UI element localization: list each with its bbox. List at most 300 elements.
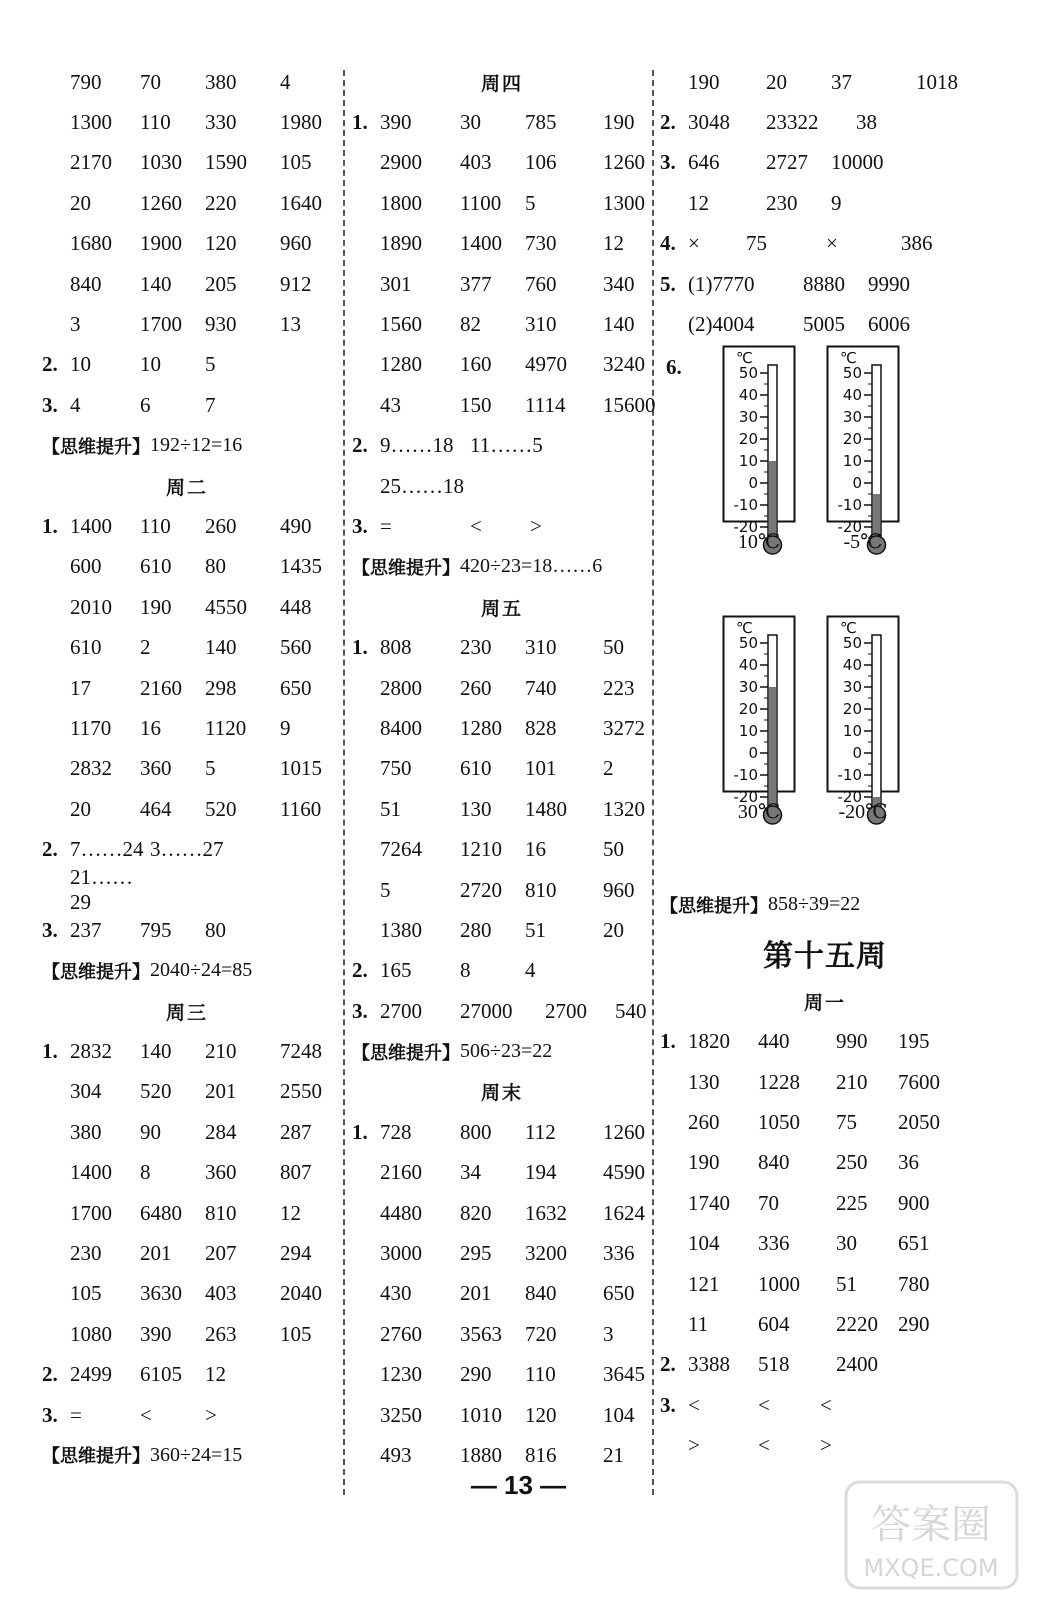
answer-value: 7600: [898, 1069, 940, 1094]
answer-row: [42, 183, 332, 223]
answer-value: 1480: [525, 796, 567, 821]
thermometer: [722, 345, 796, 554]
answer-value: 912: [280, 271, 312, 296]
answer-value: 1018: [916, 69, 958, 94]
answer-value: 298: [205, 675, 237, 700]
tip-label: 【思维提升】: [660, 895, 768, 917]
question-number: 1.: [352, 1119, 368, 1144]
answer-value: 560: [280, 635, 312, 660]
answer-value: 808: [380, 635, 412, 660]
answer-value: 2170: [70, 150, 112, 175]
tick-label: 30: [738, 677, 758, 696]
answer-value: 2832: [70, 756, 112, 781]
answer-value: 390: [380, 110, 412, 135]
answer-value: 11: [688, 1311, 709, 1336]
answer-value: 75: [746, 231, 767, 256]
answer-value: 1560: [380, 312, 422, 337]
answer-row: [42, 1274, 332, 1314]
answer-value: 390: [140, 1321, 172, 1346]
answer-value: 194: [525, 1160, 557, 1185]
answer-value: 2800: [380, 675, 422, 700]
answer-value: 1160: [280, 796, 322, 821]
answer-row: [352, 1193, 652, 1233]
tick-label: 30: [842, 407, 862, 426]
answer-value: 380: [205, 69, 237, 94]
tip-equation: 192÷12=16: [150, 434, 243, 457]
answer-value: 2160: [140, 675, 182, 700]
answer-row: [42, 708, 332, 748]
question-number: 1.: [660, 1029, 676, 1054]
answer-value: 207: [205, 1241, 237, 1266]
answer-value: 7264: [380, 837, 422, 862]
thermometer-group: [660, 345, 990, 885]
answer-value: 160: [460, 352, 492, 377]
answer-row: [352, 466, 652, 506]
answer-row: [352, 668, 652, 708]
day-heading: 周一: [803, 992, 846, 1014]
answer-value: 201: [205, 1079, 237, 1104]
answer-row: [42, 1193, 332, 1233]
answer-value: 310: [525, 312, 557, 337]
thermometer: [826, 615, 900, 824]
answer-row: [660, 1425, 990, 1465]
answer-value: 828: [525, 715, 557, 740]
answer-value: 1900: [140, 231, 182, 256]
answer-value: <: [758, 1433, 770, 1458]
answer-value: 360: [140, 756, 172, 781]
answer-value: 1980: [280, 110, 322, 135]
tick-label: -20: [837, 787, 862, 806]
answer-value: 5: [380, 877, 391, 902]
answer-value: 3: [70, 312, 81, 337]
question-number: 5.: [660, 271, 676, 296]
answer-row: [42, 1314, 332, 1354]
tick-label: 50: [842, 633, 862, 652]
question-number: 1.: [352, 635, 368, 660]
answer-value: 540: [615, 998, 647, 1023]
tick-label: 0: [852, 743, 862, 762]
svg-text:MXQE.COM: MXQE.COM: [863, 1554, 999, 1582]
answer-row: [42, 749, 332, 789]
answer-row: [660, 1062, 990, 1102]
answer-value: 360: [205, 1160, 237, 1185]
tick-label: 40: [738, 655, 758, 674]
answer-value: 70: [140, 69, 161, 94]
day-heading: 周五: [480, 598, 523, 620]
tick-label: 40: [842, 655, 862, 674]
answer-value: 2720: [460, 877, 502, 902]
answer-value: 210: [205, 1039, 237, 1064]
thinking-tip: [352, 547, 652, 587]
answer-value: 25……18: [380, 473, 464, 498]
answer-value: 4970: [525, 352, 567, 377]
answer-value: 30: [836, 1231, 857, 1256]
answer-value: 75: [836, 1109, 857, 1134]
answer-value: 651: [898, 1231, 930, 1256]
answer-value: 1260: [603, 1119, 645, 1144]
answer-value: 1030: [140, 150, 182, 175]
answer-value: 250: [836, 1150, 868, 1175]
answer-row: [660, 183, 990, 223]
answer-row: [42, 1153, 332, 1193]
answer-value: 284: [205, 1119, 237, 1144]
tick-label: -20: [837, 517, 862, 536]
answer-row: [352, 1355, 652, 1395]
answer-value: 190: [140, 594, 172, 619]
answer-row: [352, 385, 656, 425]
answer-value: 2400: [836, 1352, 878, 1377]
answer-value: 20: [766, 69, 787, 94]
answer-row: [42, 547, 332, 587]
answer-value: 263: [205, 1321, 237, 1346]
answer-value: 4: [70, 392, 81, 417]
answer-value: 38: [856, 110, 877, 135]
answer-row: [352, 627, 652, 667]
answer-value: 106: [525, 150, 557, 175]
answer-value: 403: [460, 150, 492, 175]
question-number: 3.: [42, 917, 58, 942]
question-number: 2.: [352, 958, 368, 983]
answer-value: 2700: [545, 998, 587, 1023]
question-number: 3.: [660, 1392, 676, 1417]
answer-value: 1280: [380, 352, 422, 377]
answer-row: [352, 1112, 652, 1152]
answer-value: 9……18: [380, 433, 454, 458]
answer-value: 380: [70, 1119, 102, 1144]
page-number: — 13 —: [470, 1470, 567, 1500]
answer-value: 3200: [525, 1241, 567, 1266]
answer-value: 840: [525, 1281, 557, 1306]
tick-label: 40: [842, 385, 862, 404]
answer-row: [352, 506, 652, 546]
answer-value: 960: [280, 231, 312, 256]
answer-value: <: [688, 1392, 700, 1417]
answer-value: 130: [460, 796, 492, 821]
answer-column-1: [42, 62, 332, 1476]
answer-value: 900: [898, 1190, 930, 1215]
answer-value: 6: [140, 392, 151, 417]
answer-value: 121: [688, 1271, 720, 1296]
answer-value: 2727: [766, 150, 808, 175]
answer-value: 304: [70, 1079, 102, 1104]
answer-value: 51: [525, 917, 546, 942]
answer-value: 1320: [603, 796, 645, 821]
answer-value: 520: [205, 796, 237, 821]
answer-value: >: [688, 1433, 700, 1458]
answer-value: 1000: [758, 1271, 800, 1296]
watermark-logo: [844, 1480, 1019, 1590]
answer-row: [660, 1143, 990, 1183]
tip-equation: 420÷23=18……6: [460, 555, 603, 578]
answer-value: 4: [280, 69, 291, 94]
answer-value: 295: [460, 1241, 492, 1266]
answer-value: 36: [898, 1150, 919, 1175]
unit-label: ℃: [840, 618, 857, 637]
question-number: 2.: [42, 352, 58, 377]
answer-value: 4: [525, 958, 536, 983]
answer-row: [660, 62, 990, 102]
tick-label: 10: [842, 451, 862, 470]
tick-label: -20: [733, 787, 758, 806]
answer-value: 2160: [380, 1160, 422, 1185]
tip-equation: 858÷39=22: [768, 893, 861, 916]
answer-value: 377: [460, 271, 492, 296]
answer-value: 190: [688, 69, 720, 94]
day-heading: 周二: [165, 477, 208, 499]
answer-value: 336: [603, 1241, 635, 1266]
answer-row: [352, 708, 652, 748]
question-number: 2.: [42, 1362, 58, 1387]
answer-value: 120: [205, 231, 237, 256]
answer-value: 520: [140, 1079, 172, 1104]
answer-value: 2040: [280, 1281, 322, 1306]
answer-row: [352, 789, 652, 829]
answer-value: 11……5: [470, 433, 543, 458]
answer-value: 610: [140, 554, 172, 579]
answer-row: [42, 102, 332, 142]
answer-value: 610: [70, 635, 102, 660]
answer-value: 10: [70, 352, 91, 377]
answer-value: 70: [758, 1190, 779, 1215]
thinking-tip: [660, 885, 990, 925]
answer-value: 1015: [280, 756, 322, 781]
tick-label: 0: [748, 743, 758, 762]
answer-value: 1740: [688, 1190, 730, 1215]
answer-value: 1300: [603, 190, 645, 215]
answer-value: 101: [525, 756, 557, 781]
answer-value: 1230: [380, 1362, 422, 1387]
answer-value: 10000: [831, 150, 884, 175]
tick-label: 50: [738, 633, 758, 652]
answer-value: 2010: [70, 594, 112, 619]
answer-value: 785: [525, 110, 557, 135]
answer-value: 287: [280, 1119, 312, 1144]
answer-row: [352, 829, 652, 869]
thinking-tip: [352, 1031, 652, 1071]
answer-value: 750: [380, 756, 412, 781]
tick-label: -20: [733, 517, 758, 536]
answer-value: <: [140, 1402, 152, 1427]
tick-label: 10: [842, 721, 862, 740]
answer-value: 230: [460, 635, 492, 660]
answer-value: 6105: [140, 1362, 182, 1387]
answer-value: 16: [140, 715, 161, 740]
unit-label: ℃: [736, 618, 753, 637]
answer-value: 1700: [140, 312, 182, 337]
answer-value: 1210: [460, 837, 502, 862]
answer-value: 20: [70, 190, 91, 215]
question-number: 1.: [42, 1039, 58, 1064]
answer-value: 3048: [688, 110, 730, 135]
question-number: 6.: [666, 354, 682, 379]
tick-label: 20: [738, 429, 758, 448]
answer-value: 1400: [70, 1160, 112, 1185]
answer-row: [42, 1395, 332, 1435]
answer-value: 140: [205, 635, 237, 660]
answer-value: 4550: [205, 594, 247, 619]
answer-row: [660, 1183, 990, 1223]
answer-value: 12: [603, 231, 624, 256]
answer-value: 1280: [460, 715, 502, 740]
answer-value: 1228: [758, 1069, 800, 1094]
answer-value: 600: [70, 554, 102, 579]
tick-label: -10: [733, 765, 758, 784]
answer-row: [352, 910, 652, 950]
answer-value: 27000: [460, 998, 513, 1023]
answer-row: [352, 264, 652, 304]
answer-value: 225: [836, 1190, 868, 1215]
answer-row: [352, 183, 652, 223]
answer-value: 5: [525, 190, 536, 215]
answer-value: 43: [380, 392, 401, 417]
question-number: 2.: [660, 1352, 676, 1377]
question-number: 2.: [660, 110, 676, 135]
tip-label: 【思维提升】: [42, 1446, 150, 1468]
answer-value: 810: [525, 877, 557, 902]
answer-value: 816: [525, 1442, 557, 1467]
answer-value: 12: [280, 1200, 301, 1225]
answer-value: 6006: [868, 312, 910, 337]
answer-value: 5005: [803, 312, 845, 337]
answer-value: 1624: [603, 1200, 645, 1225]
tip-equation: 2040÷24=85: [150, 959, 253, 982]
tick-label: 30: [738, 407, 758, 426]
question-number: 2.: [352, 433, 368, 458]
answer-value: 2: [603, 756, 614, 781]
answer-row: [42, 143, 332, 183]
answer-value: 646: [688, 150, 720, 175]
answer-value: 110: [140, 110, 171, 135]
answer-value: 730: [525, 231, 557, 256]
answer-row: [42, 224, 332, 264]
question-number: 3.: [42, 1402, 58, 1427]
answer-value: 12: [688, 190, 709, 215]
answer-value: 340: [603, 271, 635, 296]
answer-row: [42, 345, 332, 385]
answer-row: [660, 1385, 990, 1425]
answer-value: 23322: [766, 110, 819, 135]
answer-value: 650: [603, 1281, 635, 1306]
answer-value: 195: [898, 1029, 930, 1054]
answer-value: 260: [205, 513, 237, 538]
answer-value: 490: [280, 513, 312, 538]
answer-value: 230: [766, 190, 798, 215]
answer-value: 1260: [140, 190, 182, 215]
thermometer-graphic: [722, 345, 796, 536]
answer-value: 230: [70, 1241, 102, 1266]
answer-value: 294: [280, 1241, 312, 1266]
answer-row: [352, 224, 652, 264]
answer-value: 2760: [380, 1321, 422, 1346]
answer-value: 493: [380, 1442, 412, 1467]
answer-value: 201: [460, 1281, 492, 1306]
answer-value: 3272: [603, 715, 645, 740]
answer-row: [352, 749, 652, 789]
answer-value: 13: [280, 312, 301, 337]
thermometer-caption: 30℃: [737, 800, 781, 823]
answer-value: =: [380, 513, 392, 538]
answer-value: (2)4004: [688, 312, 755, 337]
answer-value: 1820: [688, 1029, 730, 1054]
tick-label: 20: [842, 429, 862, 448]
answer-value: 10: [140, 352, 161, 377]
answer-value: 3240: [603, 352, 645, 377]
answer-value: >: [205, 1402, 217, 1427]
answer-row: [352, 102, 652, 142]
answer-value: 1632: [525, 1200, 567, 1225]
answer-value: 800: [460, 1119, 492, 1144]
answer-value: 1640: [280, 190, 322, 215]
answer-value: 21……29: [70, 865, 133, 915]
answer-row: [42, 829, 332, 869]
answer-value: 1100: [460, 190, 502, 215]
answer-value: 2550: [280, 1079, 322, 1104]
answer-value: 90: [140, 1119, 161, 1144]
answer-value: 336: [758, 1231, 790, 1256]
answer-value: 301: [380, 271, 412, 296]
answer-value: 105: [280, 1321, 312, 1346]
answer-value: 1114: [525, 392, 566, 417]
mercury-column: [769, 687, 776, 809]
answer-value: 104: [688, 1231, 720, 1256]
answer-value: 1120: [205, 715, 247, 740]
answer-value: 37: [831, 69, 852, 94]
answer-value: 2220: [836, 1311, 878, 1336]
thermometer-caption: -20℃: [838, 800, 888, 823]
answer-row: [42, 1072, 332, 1112]
answer-value: 790: [70, 69, 102, 94]
tip-label: 【思维提升】: [42, 961, 150, 983]
tick-label: -10: [733, 495, 758, 514]
answer-value: 3645: [603, 1362, 645, 1387]
answer-row: [352, 426, 652, 466]
answer-row: [42, 1355, 332, 1395]
answer-value: <: [758, 1392, 770, 1417]
answer-value: 1435: [280, 554, 322, 579]
answer-value: 190: [688, 1150, 720, 1175]
answer-value: (1)7770: [688, 271, 755, 296]
answer-value: 7248: [280, 1039, 322, 1064]
answer-row: [660, 102, 990, 142]
answer-value: 448: [280, 594, 312, 619]
thermometer: [826, 345, 900, 554]
answer-value: 3388: [688, 1352, 730, 1377]
tick-label: 20: [738, 699, 758, 718]
column-divider-1: [343, 70, 345, 1495]
thermometer-graphic: [722, 615, 796, 806]
answer-value: 795: [140, 917, 172, 942]
answer-value: 720: [525, 1321, 557, 1346]
answer-row: [352, 1395, 652, 1435]
answer-value: 290: [898, 1311, 930, 1336]
tip-label: 【思维提升】: [352, 557, 460, 579]
answer-row: [42, 668, 332, 708]
answer-column-3: [660, 62, 990, 1466]
answer-value: 840: [70, 271, 102, 296]
answer-row: [42, 865, 332, 915]
answer-value: 1880: [460, 1442, 502, 1467]
tick-label: 10: [738, 451, 758, 470]
tick-label: -10: [837, 765, 862, 784]
answer-value: 310: [525, 635, 557, 660]
answer-row: [352, 304, 652, 344]
tick-label: 0: [748, 473, 758, 492]
answer-value: 1800: [380, 190, 422, 215]
answer-value: 210: [836, 1069, 868, 1094]
answer-value: 610: [460, 756, 492, 781]
answer-value: 120: [525, 1402, 557, 1427]
answer-value: 16: [525, 837, 546, 862]
